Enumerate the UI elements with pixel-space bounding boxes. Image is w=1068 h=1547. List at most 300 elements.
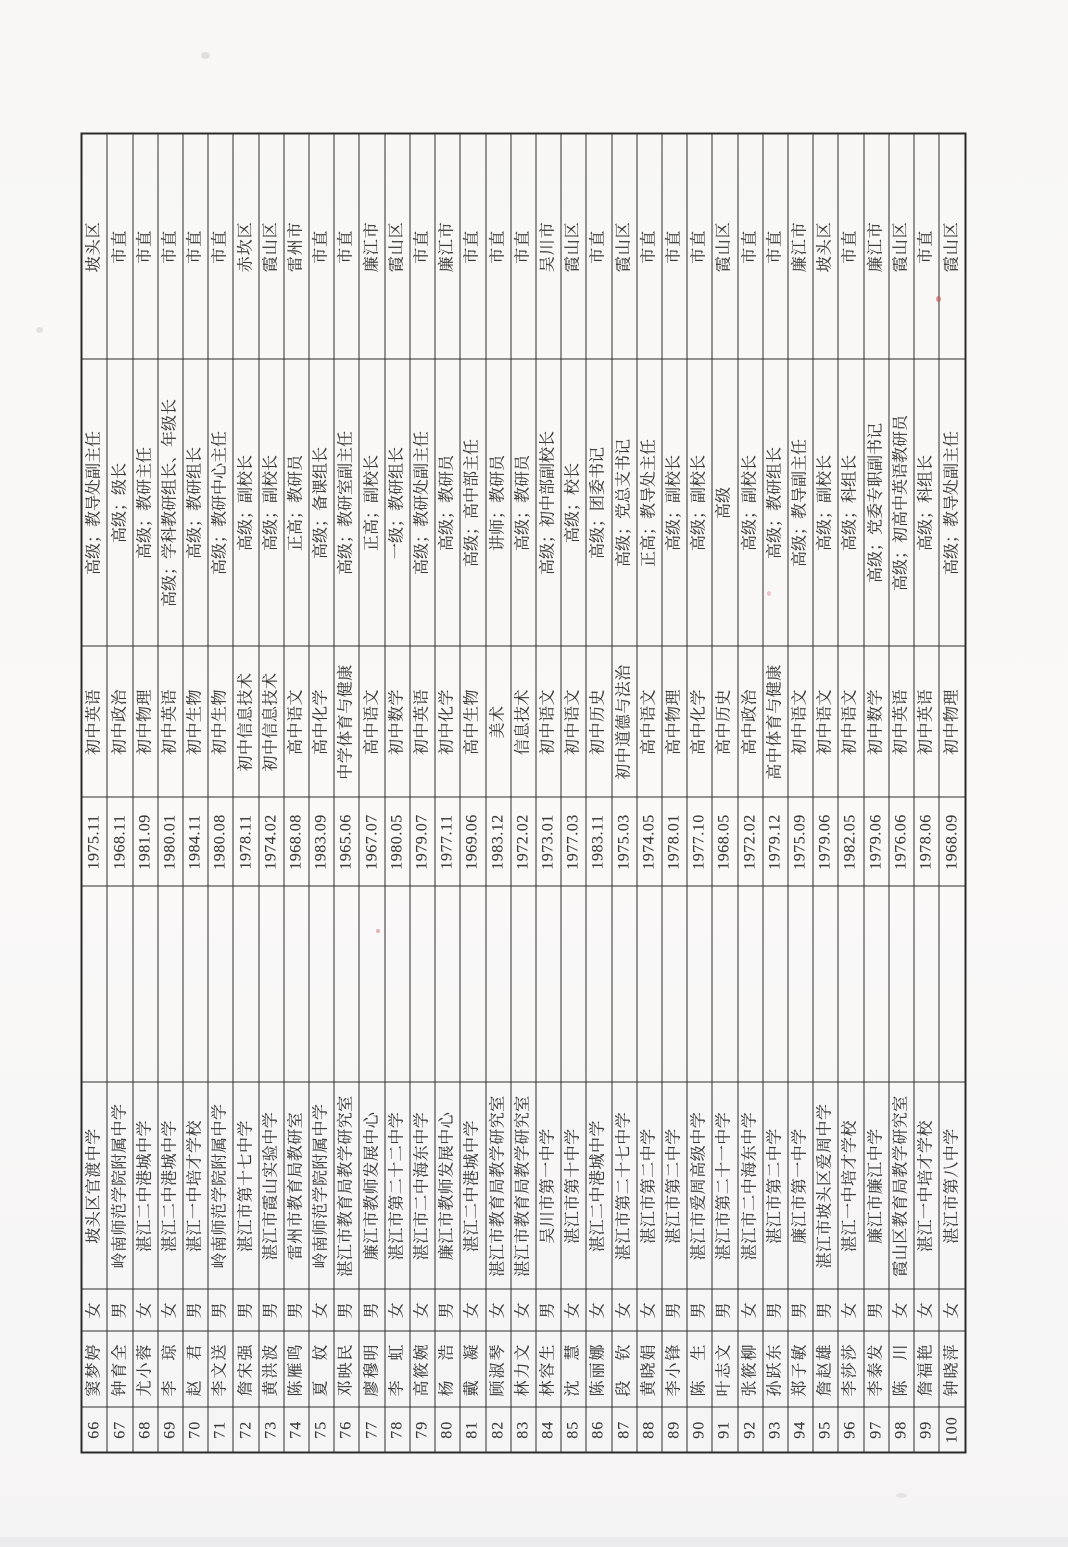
cell-gender: 女 — [561, 1290, 586, 1332]
cell-school: 吴川市第一中学 — [536, 1083, 561, 1290]
cell-blank — [662, 887, 687, 1083]
cell-no: 80 — [435, 1408, 460, 1453]
table-row — [561, 134, 586, 1453]
cell-title: 高级；教导处副主任 — [82, 360, 108, 647]
cell-title: 高级；教研主任 — [133, 360, 158, 647]
cell-no: 94 — [788, 1408, 813, 1453]
cell-no: 96 — [838, 1408, 863, 1453]
cell-no: 75 — [309, 1408, 334, 1453]
cell-name: 陈雁鸣 — [284, 1332, 309, 1408]
cell-no: 78 — [385, 1408, 410, 1453]
cell-subject: 美术 — [486, 647, 511, 798]
table-row — [712, 134, 737, 1453]
cell-no: 76 — [334, 1408, 359, 1453]
cell-gender: 女 — [738, 1290, 763, 1332]
cell-blank — [687, 887, 712, 1083]
cell-title: 高级；级长 — [107, 360, 132, 647]
cell-no: 83 — [511, 1408, 536, 1453]
cell-subject: 初中信息技术 — [259, 647, 284, 798]
cell-school: 湛江市第二中学 — [763, 1083, 788, 1290]
cell-birth: 1978.11 — [233, 798, 258, 887]
cell-no: 79 — [410, 1408, 435, 1453]
table-row — [158, 134, 183, 1453]
table-row — [334, 134, 359, 1453]
cell-birth: 1977.03 — [561, 798, 586, 887]
cell-name: 陈 川 — [889, 1332, 914, 1408]
cell-name: 邓映民 — [334, 1332, 359, 1408]
cell-gender: 男 — [208, 1290, 233, 1332]
cell-no: 95 — [813, 1408, 838, 1453]
cell-school: 湛江一中培才学校 — [183, 1083, 208, 1290]
cell-title: 高级；团委书记 — [586, 360, 611, 647]
page-bottom-edge — [0, 1537, 1068, 1547]
cell-name: 李文送 — [208, 1332, 233, 1408]
cell-birth: 1972.02 — [738, 798, 763, 887]
table-row — [435, 134, 460, 1453]
cell-gender: 男 — [712, 1290, 737, 1332]
cell-blank — [536, 887, 561, 1083]
cell-no: 90 — [687, 1408, 712, 1453]
cell-district: 市直 — [763, 134, 788, 360]
cell-title: 高级；教研员 — [435, 360, 460, 647]
cell-school: 湛江市二中海东中学 — [738, 1083, 763, 1290]
cell-birth: 1967.07 — [359, 798, 384, 887]
cell-gender: 男 — [107, 1290, 132, 1332]
cell-school: 廉江市第一中学 — [788, 1083, 813, 1290]
cell-title: 高级；副校长 — [813, 360, 838, 647]
cell-school: 湛江市第二十一中学 — [712, 1083, 737, 1290]
cell-name: 林力文 — [511, 1332, 536, 1408]
cell-blank — [561, 887, 586, 1083]
table-row — [511, 134, 536, 1453]
cell-name: 廖穆明 — [359, 1332, 384, 1408]
table-row — [410, 134, 435, 1453]
rotated-table-container — [81, 135, 967, 1454]
cell-birth: 1974.05 — [637, 798, 662, 887]
cell-title: 高级；科组长 — [838, 360, 863, 647]
cell-birth: 1979.06 — [864, 798, 889, 887]
cell-title: 高级；党委专职副书记 — [864, 360, 889, 647]
table-row — [586, 134, 611, 1453]
cell-gender: 男 — [183, 1290, 208, 1332]
cell-blank — [233, 887, 258, 1083]
table-row — [107, 134, 132, 1453]
cell-blank — [385, 887, 410, 1083]
cell-district: 市直 — [208, 134, 233, 360]
cell-school: 湛江市坡头区爱周中学 — [813, 1083, 838, 1290]
table-row — [838, 134, 863, 1453]
cell-gender: 男 — [813, 1290, 838, 1332]
cell-name: 杨 浩 — [435, 1332, 460, 1408]
cell-school: 湛江市第二十二中学 — [385, 1083, 410, 1290]
cell-district: 市直 — [637, 134, 662, 360]
cell-birth: 1973.01 — [536, 798, 561, 887]
cell-blank — [838, 887, 863, 1083]
cell-subject: 初中政治 — [107, 647, 132, 798]
cell-name: 李 虹 — [385, 1332, 410, 1408]
cell-school: 岭南师范学院附属中学 — [309, 1083, 334, 1290]
cell-title: 高级 — [712, 360, 737, 647]
cell-name: 林容生 — [536, 1332, 561, 1408]
cell-subject: 高中化学 — [309, 647, 334, 798]
cell-gender: 女 — [637, 1290, 662, 1332]
cell-gender: 女 — [511, 1290, 536, 1332]
cell-name: 窦梦婷 — [82, 1332, 108, 1408]
cell-gender: 男 — [788, 1290, 813, 1332]
cell-no: 70 — [183, 1408, 208, 1453]
cell-no: 87 — [612, 1408, 637, 1453]
cell-subject: 中学体育与健康 — [334, 647, 359, 798]
table-row — [687, 134, 712, 1453]
cell-title: 正高；教导处主任 — [637, 360, 662, 647]
cell-name: 张筱柳 — [738, 1332, 763, 1408]
cell-gender: 女 — [838, 1290, 863, 1332]
cell-subject: 高中化学 — [687, 647, 712, 798]
cell-gender: 男 — [259, 1290, 284, 1332]
table-row — [259, 134, 284, 1453]
cell-name: 陈 生 — [687, 1332, 712, 1408]
cell-district: 市直 — [107, 134, 132, 360]
cell-name: 詹赵雄 — [813, 1332, 838, 1408]
cell-district: 廉江市 — [788, 134, 813, 360]
cell-title: 高级；副校长 — [662, 360, 687, 647]
cell-gender: 女 — [586, 1290, 611, 1332]
cell-district: 市直 — [687, 134, 712, 360]
table-row — [788, 134, 813, 1453]
cell-district: 廉江市 — [864, 134, 889, 360]
cell-subject: 高中语文 — [284, 647, 309, 798]
cell-title: 高级；初中部副校长 — [536, 360, 561, 647]
cell-no: 93 — [763, 1408, 788, 1453]
cell-subject: 初中语文 — [561, 647, 586, 798]
table-row — [864, 134, 889, 1453]
cell-birth: 1983.11 — [586, 798, 611, 887]
cell-school: 雷州市教育局教研室 — [284, 1083, 309, 1290]
cell-birth: 1977.11 — [435, 798, 460, 887]
cell-district: 市直 — [511, 134, 536, 360]
cell-name: 赵 君 — [183, 1332, 208, 1408]
cell-no: 72 — [233, 1408, 258, 1453]
cell-title: 高级；备课组长 — [309, 360, 334, 647]
cell-birth: 1982.05 — [838, 798, 863, 887]
cell-gender: 男 — [763, 1290, 788, 1332]
cell-school: 湛江二中港城中学 — [586, 1083, 611, 1290]
cell-title: 高级；学科教研组长、年级长 — [158, 360, 183, 647]
teacher-table-body — [82, 134, 966, 1453]
cell-district: 霞山区 — [939, 134, 965, 360]
cell-no: 67 — [107, 1408, 132, 1453]
cell-school: 湛江一中培才学校 — [914, 1083, 939, 1290]
scan-speck — [936, 296, 941, 302]
cell-gender: 男 — [233, 1290, 258, 1332]
cell-no: 92 — [738, 1408, 763, 1453]
cell-blank — [586, 887, 611, 1083]
cell-birth: 1984.11 — [183, 798, 208, 887]
cell-district: 霞山区 — [561, 134, 586, 360]
cell-birth: 1972.02 — [511, 798, 536, 887]
cell-blank — [460, 887, 485, 1083]
cell-school: 湛江二中港城中学 — [133, 1083, 158, 1290]
cell-name: 李小锋 — [662, 1332, 687, 1408]
cell-name: 夏 妏 — [309, 1332, 334, 1408]
cell-district: 市直 — [838, 134, 863, 360]
cell-district: 廉江市 — [435, 134, 460, 360]
cell-gender: 女 — [385, 1290, 410, 1332]
cell-district: 市直 — [914, 134, 939, 360]
cell-school: 湛江市第二中学 — [662, 1083, 687, 1290]
cell-school: 湛江市教育局教学研究室 — [511, 1083, 536, 1290]
cell-blank — [486, 887, 511, 1083]
scan-smudge — [896, 1493, 907, 1498]
cell-gender: 女 — [460, 1290, 485, 1332]
cell-gender: 女 — [612, 1290, 637, 1332]
cell-district: 市直 — [586, 134, 611, 360]
table-row — [385, 134, 410, 1453]
table-row — [309, 134, 334, 1453]
cell-name: 郑子敏 — [788, 1332, 813, 1408]
cell-subject: 初中道德与法治 — [612, 647, 637, 798]
cell-title: 高级；教导副主任 — [788, 360, 813, 647]
cell-name: 黄晓娟 — [637, 1332, 662, 1408]
cell-subject: 初中英语 — [889, 647, 914, 798]
cell-school: 湛江市教育局教学研究室 — [486, 1083, 511, 1290]
cell-no: 74 — [284, 1408, 309, 1453]
table-row — [612, 134, 637, 1453]
cell-blank — [637, 887, 662, 1083]
cell-no: 98 — [889, 1408, 914, 1453]
cell-title: 高级；高中部主任 — [460, 360, 485, 647]
cell-blank — [309, 887, 334, 1083]
cell-no: 71 — [208, 1408, 233, 1453]
cell-birth: 1968.05 — [712, 798, 737, 887]
table-row — [738, 134, 763, 1453]
cell-district: 市直 — [133, 134, 158, 360]
cell-blank — [435, 887, 460, 1083]
cell-birth: 1980.01 — [158, 798, 183, 887]
cell-birth: 1975.03 — [612, 798, 637, 887]
cell-birth: 1965.06 — [334, 798, 359, 887]
cell-school: 湛江市第二十七中学 — [612, 1083, 637, 1290]
cell-name: 叶志文 — [712, 1332, 737, 1408]
cell-subject: 初中生物 — [183, 647, 208, 798]
cell-district: 市直 — [309, 134, 334, 360]
cell-gender: 女 — [939, 1290, 965, 1332]
cell-gender: 女 — [889, 1290, 914, 1332]
teacher-table — [81, 133, 967, 1454]
cell-title: 高级；教研员 — [511, 360, 536, 647]
cell-subject: 初中数学 — [864, 647, 889, 798]
table-row — [133, 134, 158, 1453]
cell-no: 91 — [712, 1408, 737, 1453]
cell-subject: 高中生物 — [460, 647, 485, 798]
cell-title: 高级；校长 — [561, 360, 586, 647]
cell-school: 湛江二中港城中学 — [158, 1083, 183, 1290]
cell-gender: 男 — [662, 1290, 687, 1332]
cell-name: 钟育全 — [107, 1332, 132, 1408]
cell-district: 市直 — [410, 134, 435, 360]
cell-gender: 女 — [133, 1290, 158, 1332]
cell-gender: 男 — [359, 1290, 384, 1332]
cell-school: 坡头区官渡中学 — [82, 1083, 108, 1290]
scan-smudge — [36, 327, 43, 333]
cell-blank — [738, 887, 763, 1083]
cell-school: 廉江市教师发展中心 — [359, 1083, 384, 1290]
cell-no: 84 — [536, 1408, 561, 1453]
cell-name: 陈丽娜 — [586, 1332, 611, 1408]
cell-gender: 女 — [82, 1290, 108, 1332]
cell-title: 高级；教研组长 — [183, 360, 208, 647]
cell-name: 詹宋强 — [233, 1332, 258, 1408]
cell-district: 市直 — [158, 134, 183, 360]
cell-district: 霞山区 — [612, 134, 637, 360]
cell-name: 钟晓萍 — [939, 1332, 965, 1408]
table-row — [460, 134, 485, 1453]
cell-gender: 男 — [334, 1290, 359, 1332]
cell-title: 高级；副校长 — [233, 360, 258, 647]
table-row — [662, 134, 687, 1453]
cell-birth: 1983.12 — [486, 798, 511, 887]
cell-name: 李莎莎 — [838, 1332, 863, 1408]
cell-name: 黄洪波 — [259, 1332, 284, 1408]
cell-district: 市直 — [662, 134, 687, 360]
cell-no: 73 — [259, 1408, 284, 1453]
cell-school: 岭南师范学院附属中学 — [107, 1083, 132, 1290]
cell-school: 湛江市教育局教学研究室 — [334, 1083, 359, 1290]
table-row — [914, 134, 939, 1453]
cell-subject: 初中物理 — [133, 647, 158, 798]
cell-district: 市直 — [486, 134, 511, 360]
cell-blank — [612, 887, 637, 1083]
cell-no: 99 — [914, 1408, 939, 1453]
cell-gender: 男 — [435, 1290, 460, 1332]
cell-blank — [511, 887, 536, 1083]
cell-blank — [410, 887, 435, 1083]
cell-blank — [284, 887, 309, 1083]
cell-title: 高级；教研处副主任 — [410, 360, 435, 647]
cell-school: 湛江市霞山实验中学 — [259, 1083, 284, 1290]
cell-birth: 1981.09 — [133, 798, 158, 887]
cell-school: 湛江市第十中学 — [561, 1083, 586, 1290]
cell-subject: 初中物理 — [939, 647, 965, 798]
cell-subject: 初中语文 — [788, 647, 813, 798]
cell-title: 高级；党总支书记 — [612, 360, 637, 647]
cell-school: 湛江市爱周高级中学 — [687, 1083, 712, 1290]
cell-district: 霞山区 — [712, 134, 737, 360]
cell-title: 一级；教研组长 — [385, 360, 410, 647]
cell-blank — [158, 887, 183, 1083]
table-row — [82, 134, 108, 1453]
cell-school: 湛江市第八中学 — [939, 1083, 965, 1290]
cell-subject: 初中语文 — [536, 647, 561, 798]
cell-gender: 女 — [309, 1290, 334, 1332]
cell-title: 讲师；教研员 — [486, 360, 511, 647]
cell-school: 廉江市教师发展中心 — [435, 1083, 460, 1290]
cell-title: 高级；初高中英语教研员 — [889, 360, 914, 647]
cell-school: 湛江市第十七中学 — [233, 1083, 258, 1290]
cell-subject: 高中语文 — [359, 647, 384, 798]
cell-blank — [813, 887, 838, 1083]
cell-birth: 1969.06 — [460, 798, 485, 887]
cell-no: 77 — [359, 1408, 384, 1453]
cell-blank — [788, 887, 813, 1083]
cell-gender: 女 — [914, 1290, 939, 1332]
cell-subject: 初中数学 — [385, 647, 410, 798]
cell-district: 市直 — [334, 134, 359, 360]
cell-blank — [914, 887, 939, 1083]
cell-blank — [334, 887, 359, 1083]
cell-blank — [359, 887, 384, 1083]
cell-school: 岭南师范学院附属中学 — [208, 1083, 233, 1290]
cell-district: 坡头区 — [82, 134, 108, 360]
cell-subject: 初中化学 — [435, 647, 460, 798]
cell-name: 李 琼 — [158, 1332, 183, 1408]
table-row — [233, 134, 258, 1453]
cell-birth: 1980.05 — [385, 798, 410, 887]
cell-school: 湛江市第二中学 — [637, 1083, 662, 1290]
cell-gender: 男 — [284, 1290, 309, 1332]
cell-name: 顾淑琴 — [486, 1332, 511, 1408]
cell-district: 市直 — [738, 134, 763, 360]
cell-birth: 1979.06 — [813, 798, 838, 887]
cell-birth: 1975.09 — [788, 798, 813, 887]
cell-birth: 1977.10 — [687, 798, 712, 887]
cell-subject: 初中信息技术 — [233, 647, 258, 798]
cell-birth: 1978.06 — [914, 798, 939, 887]
cell-gender: 女 — [410, 1290, 435, 1332]
cell-subject: 高中历史 — [712, 647, 737, 798]
cell-no: 100 — [939, 1408, 965, 1453]
table-row — [359, 134, 384, 1453]
cell-subject: 初中英语 — [158, 647, 183, 798]
cell-title: 正高；副校长 — [359, 360, 384, 647]
cell-no: 66 — [82, 1408, 108, 1453]
cell-school: 廉江市廉江中学 — [864, 1083, 889, 1290]
cell-gender: 男 — [536, 1290, 561, 1332]
cell-no: 82 — [486, 1408, 511, 1453]
cell-school: 湛江二中港城中学 — [460, 1083, 485, 1290]
cell-district: 坡头区 — [813, 134, 838, 360]
cell-gender: 女 — [158, 1290, 183, 1332]
table-row — [763, 134, 788, 1453]
cell-name: 段 钦 — [612, 1332, 637, 1408]
cell-gender: 男 — [687, 1290, 712, 1332]
cell-subject: 初中历史 — [586, 647, 611, 798]
table-row — [284, 134, 309, 1453]
cell-no: 69 — [158, 1408, 183, 1453]
cell-no: 88 — [637, 1408, 662, 1453]
cell-title: 高级；教研室副主任 — [334, 360, 359, 647]
cell-birth: 1968.11 — [107, 798, 132, 887]
cell-birth: 1968.08 — [284, 798, 309, 887]
cell-school: 霞山区教育局教学研究室 — [889, 1083, 914, 1290]
scan-speck — [767, 591, 771, 596]
cell-school: 湛江一中培才学校 — [838, 1083, 863, 1290]
cell-district: 霞山区 — [259, 134, 284, 360]
cell-blank — [712, 887, 737, 1083]
table-row — [536, 134, 561, 1453]
cell-subject: 信息技术 — [511, 647, 536, 798]
cell-birth: 1978.01 — [662, 798, 687, 887]
cell-subject: 初中英语 — [914, 647, 939, 798]
cell-blank — [259, 887, 284, 1083]
cell-no: 86 — [586, 1408, 611, 1453]
cell-name: 戴 凝 — [460, 1332, 485, 1408]
cell-blank — [763, 887, 788, 1083]
cell-title: 高级；科组长 — [914, 360, 939, 647]
cell-birth: 1974.02 — [259, 798, 284, 887]
cell-subject: 高中政治 — [738, 647, 763, 798]
table-row — [208, 134, 233, 1453]
